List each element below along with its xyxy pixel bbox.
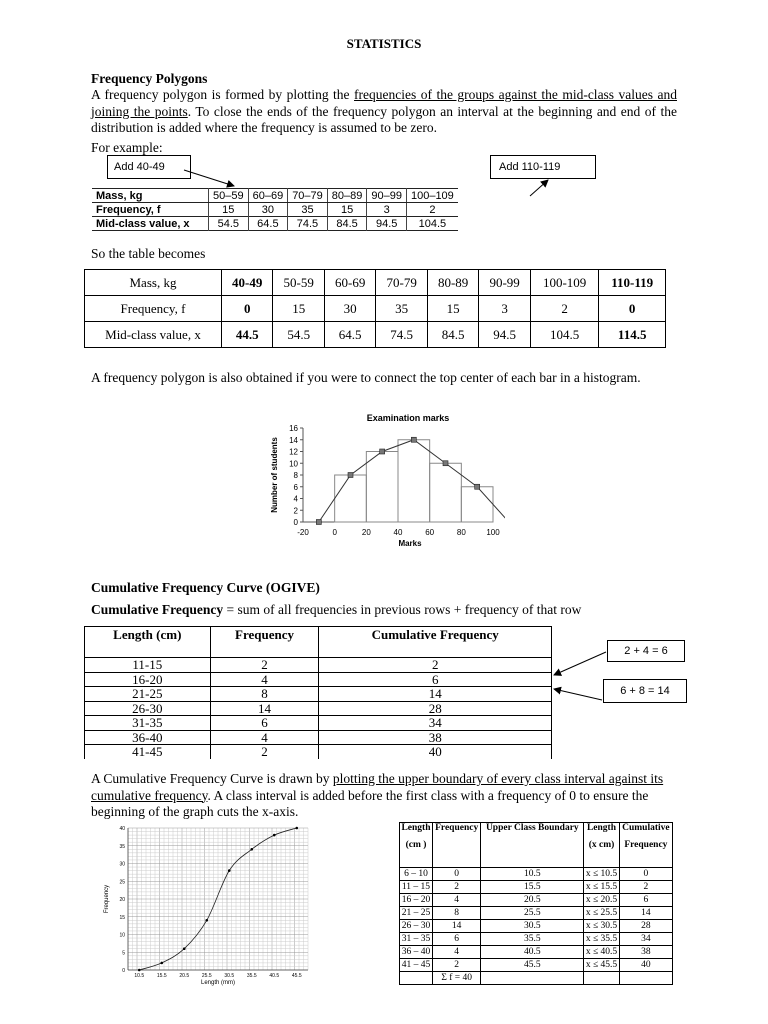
table-cell: x ≤ 15.5	[584, 881, 619, 894]
table-cell: 35.5	[481, 933, 584, 946]
table-cell: 21-25	[85, 687, 211, 702]
y-tick-label: 2	[293, 506, 298, 516]
table-row	[85, 730, 552, 745]
table-cell: 2	[530, 296, 598, 322]
x-axis-label: Length (mm)	[200, 980, 236, 986]
grid	[128, 828, 308, 970]
y-tick-label: 0	[293, 518, 298, 527]
polygon-point	[316, 520, 321, 525]
class-boundary-table	[399, 822, 673, 985]
column-header	[584, 823, 619, 868]
table-cell: 14	[319, 687, 552, 702]
table-cell: 84.5	[327, 217, 367, 231]
ogive-point	[205, 919, 208, 922]
table-cell: 0	[221, 296, 272, 322]
table-cell: 6	[619, 894, 672, 907]
row-label: Mid-class value, x	[92, 217, 209, 231]
table-cell: 10.5	[481, 868, 584, 881]
x-tick-label: 20	[361, 528, 371, 537]
full-frequency-table	[84, 269, 666, 348]
column-header-label: Length	[401, 823, 431, 833]
sum-row	[400, 972, 673, 985]
table-cell: 6	[210, 716, 319, 731]
column-header-sublabel: (x cm)	[588, 840, 615, 850]
table-row	[85, 658, 552, 673]
x-tick-label: 30.5	[224, 973, 235, 979]
ogive-point	[250, 848, 253, 851]
table-cell: 41 – 45	[400, 959, 433, 972]
table-cell: 60–69	[248, 189, 288, 203]
table-cell: 2	[319, 658, 552, 673]
y-tick-label: 10	[119, 932, 125, 939]
table-cell: x ≤ 45.5	[584, 959, 619, 972]
table-cell: 0	[599, 296, 666, 322]
table-cell: 14	[432, 920, 480, 933]
table-row	[85, 270, 666, 296]
y-tick-label: 5	[122, 950, 125, 957]
table-cell: 14	[210, 701, 319, 716]
x-tick-label: 35.5	[246, 973, 257, 979]
table-row	[400, 933, 673, 946]
column-header: Length (cm)	[85, 627, 211, 658]
table-cell: 6	[319, 672, 552, 687]
x-tick-label: 45.5	[291, 973, 302, 979]
table-cell: x ≤ 35.5	[584, 933, 619, 946]
note-box-2-plus-4: 2 + 4 = 6	[607, 640, 685, 662]
table-cell: 30.5	[481, 920, 584, 933]
y-tick-label: 20	[119, 897, 125, 903]
table-cell: 2	[210, 745, 319, 759]
example-table	[92, 188, 458, 231]
table-cell: 31 – 35	[400, 933, 433, 946]
table-row	[400, 868, 673, 881]
table-cell: 90-99	[479, 270, 530, 296]
table-cell: 4	[210, 730, 319, 745]
table-cell: 40-49	[221, 270, 272, 296]
frequency-polygon-line	[319, 440, 505, 522]
x-tick-label: 15.5	[156, 973, 167, 979]
histogram-bar	[398, 440, 430, 522]
table-cell: 60-69	[324, 270, 375, 296]
table-row	[85, 296, 666, 322]
column-header	[481, 823, 584, 868]
row-label: Mass, kg	[85, 270, 222, 296]
table-cell: 38	[319, 730, 552, 745]
y-tick-label: 30	[119, 861, 125, 868]
page-title: STATISTICS	[346, 36, 422, 51]
table-cell: 26-30	[85, 701, 211, 716]
table-cell: x ≤ 20.5	[584, 894, 619, 907]
table-cell	[584, 972, 619, 985]
row-label: Mid-class value, x	[85, 322, 222, 348]
cumulative-frequency-definition: Cumulative Frequency = sum of all frequencies in previous rows + frequency of that row	[91, 602, 582, 617]
table-cell: 21 – 25	[400, 907, 433, 920]
table-row	[400, 946, 673, 959]
table-row	[400, 894, 673, 907]
note-arrows	[540, 640, 620, 720]
table-row	[85, 672, 552, 687]
section-heading-frequency-polygons: Frequency Polygons	[91, 71, 208, 86]
table-cell: 0	[619, 868, 672, 881]
table-row	[92, 189, 458, 203]
table-cell: 14	[619, 907, 672, 920]
x-axis-label: Marks	[398, 539, 422, 548]
table-cell: 2	[432, 959, 480, 972]
table-cell: x ≤ 25.5	[584, 907, 619, 920]
row-label: Mass, kg	[92, 189, 209, 203]
table-cell: 30	[248, 203, 288, 217]
table-cell: 94.5	[479, 322, 530, 348]
y-tick-label: 4	[293, 494, 298, 504]
column-header-label: Frequency	[435, 823, 479, 833]
ogive-point	[295, 827, 298, 830]
y-tick-label: 8	[293, 471, 298, 480]
ogive-point	[228, 869, 231, 872]
column-header-label: Cumulative	[622, 823, 670, 833]
table-cell: 11-15	[85, 658, 211, 673]
table-cell: 15	[209, 203, 249, 217]
table-cell: 50-59	[273, 270, 324, 296]
table-cell: 20.5	[481, 894, 584, 907]
polygon-point	[475, 484, 480, 489]
row-label: Frequency, f	[85, 296, 222, 322]
callout-add-40-49: Add 40-49	[107, 155, 191, 179]
table-cell: 34	[619, 933, 672, 946]
table-cell: 4	[432, 894, 480, 907]
y-tick-label: 12	[289, 447, 298, 457]
y-tick-label: 14	[289, 435, 298, 445]
table-cell: 4	[432, 946, 480, 959]
y-tick-label: 40	[119, 826, 125, 832]
table-cell: 54.5	[209, 217, 249, 231]
x-tick-label: 60	[425, 528, 435, 537]
table-cell: 8	[432, 907, 480, 920]
table-cell: 44.5	[221, 322, 272, 348]
table-cell: 74.5	[376, 322, 427, 348]
table-cell: 35	[288, 203, 328, 217]
section-heading-ogive: Cumulative Frequency Curve (OGIVE)	[91, 580, 320, 595]
table-row	[400, 881, 673, 894]
table-cell: 35	[376, 296, 427, 322]
x-tick-label: 0	[332, 528, 337, 537]
table-cell: 2	[210, 658, 319, 673]
table-cell: 8	[210, 687, 319, 702]
table-row	[92, 203, 458, 217]
table-cell: 26 – 30	[400, 920, 433, 933]
table-cell: 104.5	[530, 322, 598, 348]
table-cell: 15.5	[481, 881, 584, 894]
sum-cell: Σ f = 40	[432, 972, 480, 985]
table-cell: 4	[210, 672, 319, 687]
table-cell: x ≤ 40.5	[584, 946, 619, 959]
column-header	[432, 823, 480, 868]
y-tick-label: 25	[119, 879, 125, 886]
y-tick-label: 15	[119, 914, 125, 921]
x-tick-label: 100	[486, 528, 500, 537]
cumulative-frequency-table	[84, 626, 552, 759]
table-row	[400, 959, 673, 972]
column-header	[400, 823, 433, 868]
ogive-point	[160, 962, 163, 965]
table-cell: 6	[432, 933, 480, 946]
y-tick-label: 6	[293, 482, 298, 492]
table-cell: 40.5	[481, 946, 584, 959]
histogram-note: A frequency polygon is also obtained if you were to connect the top center of each bar in a histogram.	[91, 370, 641, 385]
table-row	[85, 745, 552, 759]
table-cell: 40	[319, 745, 552, 759]
table-cell: 70–79	[288, 189, 328, 203]
table-cell: 38	[619, 946, 672, 959]
ogive-point	[273, 834, 276, 837]
callout-add-110-119: Add 110-119	[490, 155, 596, 179]
polygon-point	[443, 461, 448, 466]
table-cell: 94.5	[367, 217, 407, 231]
x-tick-label: 10.5	[134, 973, 145, 979]
x-tick-label: 80	[456, 528, 466, 537]
table-cell: 3	[479, 296, 530, 322]
row-label: Frequency, f	[96, 203, 161, 216]
column-header: Frequency	[210, 627, 319, 658]
table-cell: 100–109	[406, 189, 457, 203]
polygon-point	[348, 473, 353, 478]
table-row	[85, 716, 552, 731]
table-cell: 80–89	[327, 189, 367, 203]
x-tick-label: 20.5	[179, 973, 190, 979]
table-cell: 41-45	[85, 745, 211, 759]
x-tick-label: 40	[393, 528, 403, 537]
table-cell: 15	[327, 203, 367, 217]
table-cell: 84.5	[427, 322, 478, 348]
y-tick-label: 0	[122, 968, 125, 974]
y-tick-label: 35	[119, 843, 125, 850]
table-cell: 15	[273, 296, 324, 322]
table-cell	[619, 972, 672, 985]
column-header-sublabel: (cm )	[405, 840, 427, 850]
histogram-bar	[461, 487, 493, 522]
table-cell: 114.5	[599, 322, 666, 348]
table-cell: 11 – 15	[400, 881, 433, 894]
x-tick-label: 25.5	[201, 973, 212, 979]
table-cell: 16-20	[85, 672, 211, 687]
note-box-6-plus-8: 6 + 8 = 14	[603, 679, 687, 703]
ogive-chart	[98, 822, 316, 987]
ogive-paragraph: A Cumulative Frequency Curve is drawn by plotting the upper boundary of every class interval against its cumulative frequency. A class interval is added before the first class with a frequency of 0 to ensure the beginning of the graph cuts the x-axis.	[91, 771, 664, 819]
table-cell: 90–99	[367, 189, 407, 203]
table-cell: x ≤ 10.5	[584, 868, 619, 881]
column-header-label: Upper Class Boundary	[485, 823, 579, 833]
table-cell: 3	[367, 203, 407, 217]
table-cell: x ≤ 30.5	[584, 920, 619, 933]
table-cell: 34	[319, 716, 552, 731]
column-header-label: Length	[586, 823, 617, 833]
table-cell: 64.5	[248, 217, 288, 231]
table-row	[85, 687, 552, 702]
table-cell: 28	[619, 920, 672, 933]
table-cell: 104.5	[406, 217, 457, 231]
table-cell: 40	[619, 959, 672, 972]
column-header	[619, 823, 672, 868]
table-row	[85, 322, 666, 348]
histogram-chart	[265, 408, 505, 550]
y-tick-label: 10	[289, 459, 298, 469]
table-cell: 50–59	[209, 189, 249, 203]
table-cell: 100-109	[530, 270, 598, 296]
table-cell: 45.5	[481, 959, 584, 972]
y-axis-label: Frequency	[104, 884, 110, 914]
polygon-point	[380, 449, 385, 454]
table-row	[400, 907, 673, 920]
table-cell	[400, 972, 433, 985]
x-tick-label: -20	[297, 528, 309, 537]
table-cell: 0	[432, 868, 480, 881]
table-cell: 64.5	[324, 322, 375, 348]
table-cell: 70-79	[376, 270, 427, 296]
column-header-sublabel: Frequency	[624, 840, 668, 850]
table-cell: 30	[324, 296, 375, 322]
table-cell: 31-35	[85, 716, 211, 731]
table-cell: 36-40	[85, 730, 211, 745]
table-cell: 2	[619, 881, 672, 894]
table-row	[92, 217, 458, 231]
table-cell: 2	[406, 203, 457, 217]
table-cell: 110-119	[599, 270, 666, 296]
ogive-point	[138, 969, 141, 972]
polygon-point	[411, 437, 416, 442]
table-cell: 54.5	[273, 322, 324, 348]
table-cell: 80-89	[427, 270, 478, 296]
histogram-bar	[366, 452, 398, 523]
table-cell: 2	[432, 881, 480, 894]
for-example-label: For example:	[91, 140, 163, 155]
histogram-bar	[335, 475, 367, 522]
table-row	[400, 920, 673, 933]
table-cell: 15	[427, 296, 478, 322]
table-cell: 25.5	[481, 907, 584, 920]
table-cell: 16 – 20	[400, 894, 433, 907]
intro-paragraph: A frequency polygon is formed by plotting the frequencies of the groups against the mid-class values and joining the points. To close the ends of the frequency polygon an interval at the beginning and end of the distribution is added where the frequency is assumed to be zero.	[91, 87, 677, 135]
table-cell: 74.5	[288, 217, 328, 231]
table-row	[85, 701, 552, 716]
x-tick-label: 40.5	[269, 973, 280, 979]
table-cell: 6 – 10	[400, 868, 433, 881]
table-cell: 28	[319, 701, 552, 716]
table-cell: 36 – 40	[400, 946, 433, 959]
y-axis-label: Number of students	[270, 437, 279, 513]
chart-title: Examination marks	[366, 413, 450, 423]
table-cell	[481, 972, 584, 985]
ogive-point	[183, 947, 186, 950]
y-tick-label: 16	[289, 424, 298, 433]
column-header: Cumulative Frequency	[319, 627, 552, 658]
table-becomes-label: So the table becomes	[91, 246, 206, 261]
